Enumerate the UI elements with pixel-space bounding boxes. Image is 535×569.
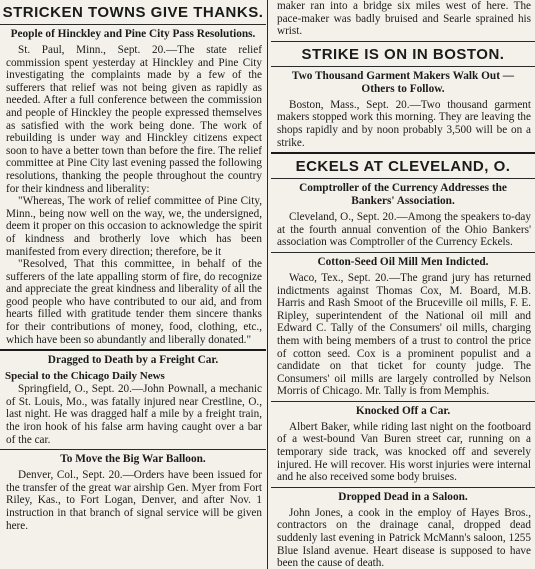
special-credit: Special to the Chicago Daily News (5, 370, 165, 383)
paragraph-war-balloon: Denver, Col., Sept. 20.—Orders have been issued for the transfer of the great war airship Gen. Myer from Fort Riley, Kas., to Fort Logan, Denver, and after Nov. 1 instruction in that branch of signal service will be given here. (6, 469, 262, 532)
subhead-dropped-dead: Dropped Dead in a Saloon. (338, 490, 468, 503)
divider (271, 66, 535, 67)
subhead-freight-car: Dragged to Death by a Freight Car. (47, 354, 219, 367)
paragraph-hinckley-1: St. Paul, Minn., Sept. 20.—The state relief commission spent yesterday at Hinckley and Pine City investigating the complaints made by a few of the sufferers that relief was not being given as rapidly as needed. After a full conference between the commission and people of Hinckley the people expressed themselves as satisfied with the work being done. The work of rebuilding is under way and Hinckley citizens expect soon to have a better town than before the fire. The relief committee at Pine City last evening passed the following resolutions, thanking the people throughout the country for their kindness and liberality: (6, 44, 262, 195)
headline-eckels-cleveland: ECKELS AT CLEVELAND, O. (295, 158, 511, 176)
column-rule (267, 0, 268, 569)
divider (0, 449, 266, 450)
paragraph-cotton-seed: Waco, Tex., Sept. 20.—The grand jury has returned indictments against Thomas Cox, M. Board, M.B. Harris and Rash Smoot of the Bruceville oil mills, F. E. Ripley, superintendent of the National oil mill and Edward C. Tally of the Consumers' oil mills, charging them with being members of a trust to control the price of cotton seed. Cox is a prominent populist and a candidate on that ticket for county judge. The Consumers' oil mills are largely controlled by Nelson Morris of Chicago. Mr. Tally is from Memphis. (277, 271, 531, 398)
subhead-hinckley: People of Hinckley and Pine City Pass Resolutions. (10, 28, 256, 40)
headline-stricken-towns: STRICKEN TOWNS GIVE THANKS. (2, 4, 264, 21)
subhead-knocked-off-car: Knocked Off a Car. (355, 404, 451, 417)
paragraph-eckels: Cleveland, O., Sept. 20.—Among the speakers to-day at the fourth annual convention of the Ohio Bankers' association was Comptroller of the Currency Eckels. (277, 211, 531, 249)
divider (271, 41, 535, 42)
divider (271, 152, 535, 154)
headline-strike-boston: STRIKE IS ON IN BOSTON. (301, 45, 505, 63)
divider (271, 252, 535, 253)
subhead-cotton-seed: Cotton-Seed Oil Mill Men Indicted. (317, 255, 489, 268)
divider (0, 349, 266, 351)
paragraph-knocked-off-car: Albert Baker, while riding last night on the footboard of a west-bound Van Buren street car, running on a temporary side track, was knocked off and severely injured. He will recover. His worst injuries were internal and he also received some body bruises. (277, 420, 531, 484)
divider (0, 24, 266, 25)
left-column (0, 0, 266, 569)
paragraph-hinckley-3: "Resolved, That this committee, in behalf of the sufferers of the late appalling storm of fire, do recognize and appreciate the great kindness and liberality of all the good people who have contributed to our aid, and from hearts filled with gratitude tender them sincere thanks for their contributions of money, food, clothing, etc., which have been so abundantly and liberally donated." (6, 258, 262, 346)
subhead-garment-makers: Two Thousand Garment Makers Walk Out —Others to Follow. (291, 69, 515, 95)
paragraph-freight-car: Springfield, O., Sept. 20.—John Pownall, a mechanic of St. Louis, Mo., was fatally injured near Crestline, O., last night. He was dragged half a mile by a freight train, the iron hook of his false arm having caught over a bar of the car. (6, 383, 262, 446)
right-column (271, 0, 535, 569)
divider (271, 401, 535, 402)
paragraph-continued-fragment: maker ran into a bridge six miles west of here. The pace-maker was badly bruised and Searle sprained his wrist. (277, 0, 531, 38)
divider (271, 178, 535, 179)
paragraph-strike: Boston, Mass., Sept. 20.—Two thousand garment makers stopped work this morning. They are leaving the shops rapidly and by noon probably 3,500 will be on a strike. (277, 98, 531, 149)
divider (271, 487, 535, 488)
subhead-comptroller: Comptroller of the Currency Addresses the Bankers' Association. (299, 182, 507, 208)
subhead-war-balloon: To Move the Big War Balloon. (60, 453, 206, 466)
paragraph-hinckley-2: "Whereas, The work of relief committee of Pine City, Minn., being now well on the way, we, the undersigned, deem it proper on this occasion to acknowledge the spirit of kindness and brotherly love which has been manifested from every direction; therefore, be it (6, 195, 262, 258)
paragraph-dropped-dead: John Jones, a cook in the employ of Hayes Bros., contractors on the drainage canal, dropped dead suddenly last evening in Patrick McMann's saloon, 1255 Blue Island avenue. Heart disease is supposed to have been the cause of death. (277, 506, 531, 569)
